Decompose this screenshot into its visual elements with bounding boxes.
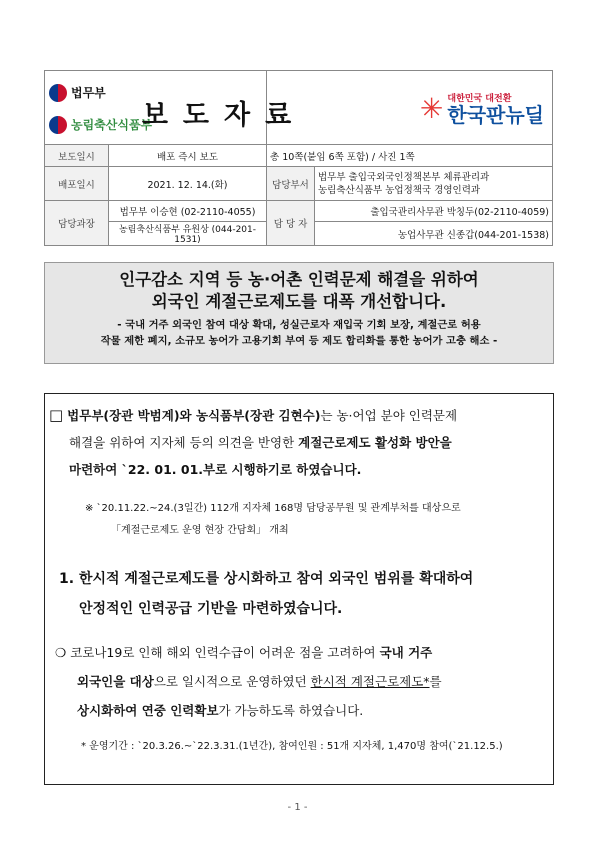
page-number: - 1 - [287,802,308,813]
value-pages: 총 10쪽(붙임 6쪽 포함) / 사진 1쪽 [267,145,553,167]
circle-bullet-icon: ❍ [55,645,67,660]
slogan-small: 대한민국 대전환 [447,94,512,104]
org-logos [45,71,307,145]
org-moj: 법무부 [71,86,106,100]
label-report-time: 보도일시 [45,145,109,167]
note-operation-period: * 운영기간 : `20.3.26.~`22.3.31.(1년간), 참여인원 : 51개 지자체, 1,470명 참여(`21.12.5.) [81,741,503,752]
headline-box [44,262,554,364]
label-distribution-date: 배포일시 [45,167,109,201]
slogan-big: 한국판뉴딜 [447,103,544,127]
headline-line2: 외국인 계절근로제도를 대폭 개선합니다. [151,292,447,311]
label-dept: 담당부서 [267,167,315,201]
dept-mafra: 농림축산식품부 농업정책국 경영인력과 [318,184,481,196]
label-staff: 담 당 자 [267,201,315,246]
value-distribution-date: 2021. 12. 14.(화) [109,167,267,201]
manager-mafra: 농림축산식품부 유원상 (044-201-1531) [109,222,267,246]
slogan-area [267,71,553,145]
mafra-emblem-icon [49,116,67,134]
staff-mafra: 농업사무관 신종갑(044-201-1538) [315,222,553,246]
label-manager: 담당과장 [45,201,109,246]
dept-moj: 법무부 출입국외국인정책본부 체류관리과 [318,171,490,183]
newdeal-logo-icon: ✳ [419,91,444,125]
page-title: 보도자료 [141,100,307,131]
body-box [44,393,554,785]
org-mafra: 농림축산식품부 [71,118,153,132]
press-header-table [44,70,553,246]
square-bullet-icon: □ [49,406,64,424]
section-1-heading: 1. 한시적 계절근로제도를 상시화하고 참여 외국인 범위를 확대하여 안정적인 인력공급 기반을 마련하였습니다. [59,571,474,617]
staff-moj: 출입국관리사무관 박칭두(02-2110-4059) [315,201,553,222]
value-report-time: 배포 즉시 보도 [109,145,267,167]
headline-sub1: - 국내 거주 외국인 참여 대상 확대, 성실근로자 재입국 기회 보장, 계절근로 허용 [117,319,481,331]
value-depts [315,167,553,201]
paragraph-section-1: ❍ 코로나19로 인해 해외 인력수급이 어려운 점을 고려하여 국내 거주 외국인을 대상으로 일시적으로 운영하였던 한시적 계절근로제도*를 상시화하여 연중 인력확보가 가능하도록 하였습니다. [55,645,442,718]
moj-emblem-icon [49,84,67,102]
headline-line1: 인구감소 지역 등 농·어촌 인력문제 해결을 위하여 [119,270,479,289]
manager-moj: 법무부 이승현 (02-2110-4055) [109,201,267,222]
note-meeting: ※ `20.11.22.~24.(3일간) 112개 지자체 168명 담당공무원 및 관계부처를 대상으로 「계절근로제도 운영 현장 간담회」 개최 [85,503,461,536]
paragraph-intro: □ 법무부(장관 박범계)와 농식품부(장관 김현수)는 농·어업 분야 인력문제 해결을 위하여 지자체 등의 의견을 반영한 계절근로제도 활성화 방안을 마련하여 `22. 01. 01.부로 시행하기로 하였습니다. [49,406,458,477]
headline-sub2: 작물 제한 폐지, 소규모 농어가 고용기회 부여 등 제도 합리화를 통한 농어가 고충 해소 - [100,335,498,347]
